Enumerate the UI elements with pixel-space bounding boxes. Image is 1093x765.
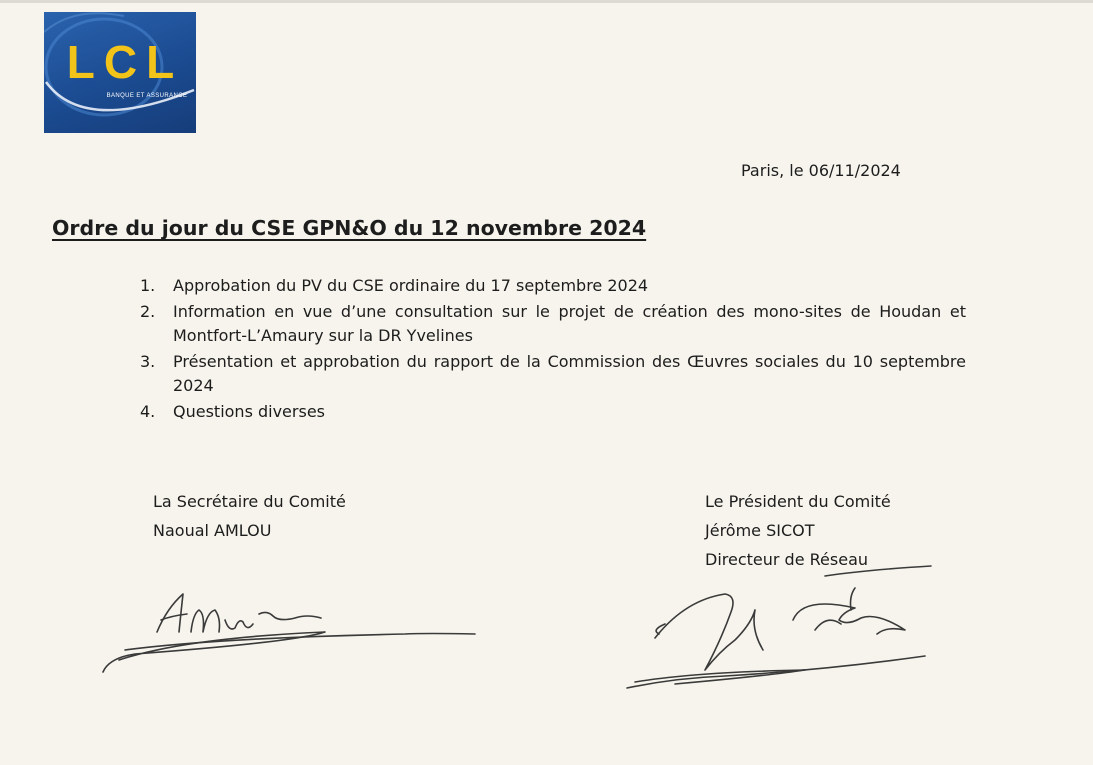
agenda-item-text: Questions diverses	[173, 402, 325, 421]
logo-tagline: BANQUE ET ASSURANCE	[106, 93, 188, 99]
president-signature	[615, 560, 935, 690]
president-name: Jérôme SICOT	[705, 521, 815, 540]
lcl-logo	[44, 12, 196, 133]
secretary-block	[153, 487, 346, 545]
agenda-item	[140, 300, 966, 348]
place-and-date: Paris, le 06/11/2024	[741, 161, 901, 180]
agenda-item	[140, 400, 966, 424]
agenda-item-number: 4.	[140, 402, 156, 421]
agenda-list	[140, 274, 966, 426]
agenda-item	[140, 274, 966, 298]
agenda-item-number: 1.	[140, 276, 156, 295]
logo-letters: LCL	[66, 36, 184, 88]
secretary-signature	[95, 588, 485, 688]
president-role: Le Président du Comité	[705, 492, 891, 511]
agenda-item-number: 3.	[140, 352, 156, 371]
agenda-item-text: Information en vue d’une consultation sur le projet de création des mono-sites de Houdan et Montfort-L’Amaury sur la DR Yvelines	[173, 302, 966, 345]
document-title: Ordre du jour du CSE GPN&O du 12 novembre 2024	[52, 216, 647, 240]
secretary-name: Naoual AMLOU	[153, 521, 272, 540]
agenda-item-number: 2.	[140, 302, 156, 321]
secretary-role: La Secrétaire du Comité	[153, 492, 346, 511]
page-top-edge	[0, 0, 1093, 3]
agenda-item	[140, 350, 966, 398]
president-title: Directeur de Réseau	[705, 550, 869, 569]
agenda-item-text: Approbation du PV du CSE ordinaire du 17 septembre 2024	[173, 276, 649, 295]
agenda-item-text: Présentation et approbation du rapport de la Commission des Œuvres sociales du 10 septembre 2024	[173, 352, 966, 395]
